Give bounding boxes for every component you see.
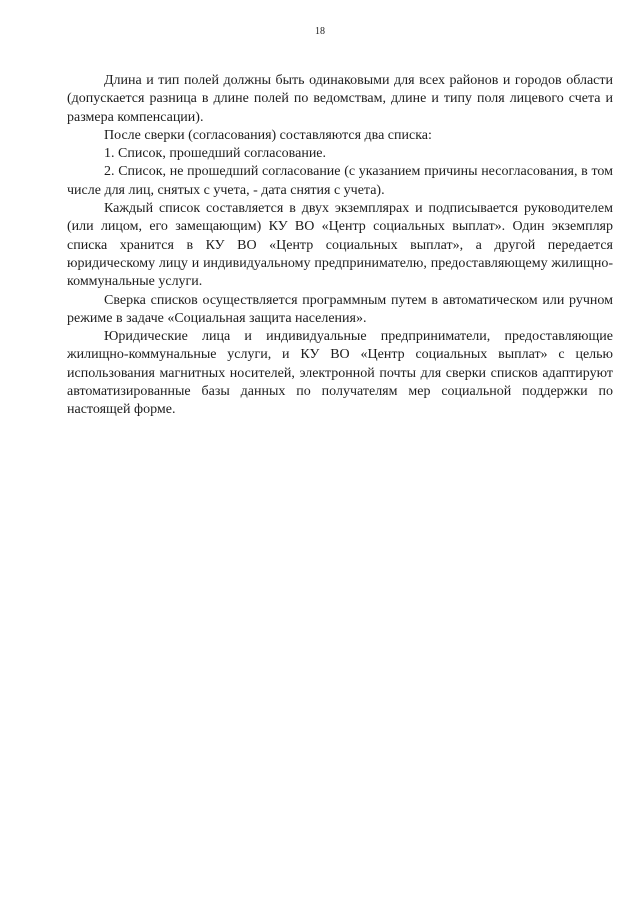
paragraph-list-1: 1. Список, прошедший согласование. bbox=[104, 146, 327, 162]
paragraph-copies: Каждый список составляется в двух экземплярах и подписывается руководителем (или лицом, его замещающим) КУ ВО «Центр социальных выплат». Один экземпляр списка хранится в КУ ВО «Центр социальных выплат», а другой передается юридическому лицу и индивидуальному предпринимателю, предоставляющему жилищно-коммунальные услуги. bbox=[67, 201, 613, 290]
paragraph-list-2: 2. Список, не прошедший согласование (с указанием причины несогласования, в том числе для лиц, снятых с учета, - дата снятия с учета). bbox=[67, 164, 613, 198]
paragraph-two-lists: После сверки (согласования) составляются два списка: bbox=[104, 127, 432, 143]
paragraph-fields-requirements: Длина и тип полей должны быть одинаковыми для всех районов и городов области (допускается разница в длине полей по ведомствам, длине и типу поля лицевого счета и размера компенсации). bbox=[67, 73, 613, 125]
paragraph-databases: Юридические лица и индивидуальные предприниматели, предоставляющие жилищно-коммунальные услуги, и КУ ВО «Центр социальных выплат» с целью использования магнитных носителей, электронной почты для сверки списков адаптируют автоматизированные базы данных по получателям мер социальной поддержки по настоящей форме. bbox=[67, 329, 613, 418]
paragraph-reconciliation: Сверка списков осуществляется программным путем в автоматическом или ручном режиме в задаче «Социальная защита населения». bbox=[67, 292, 613, 326]
page-number: 18 bbox=[315, 26, 325, 37]
body-text bbox=[67, 72, 613, 420]
